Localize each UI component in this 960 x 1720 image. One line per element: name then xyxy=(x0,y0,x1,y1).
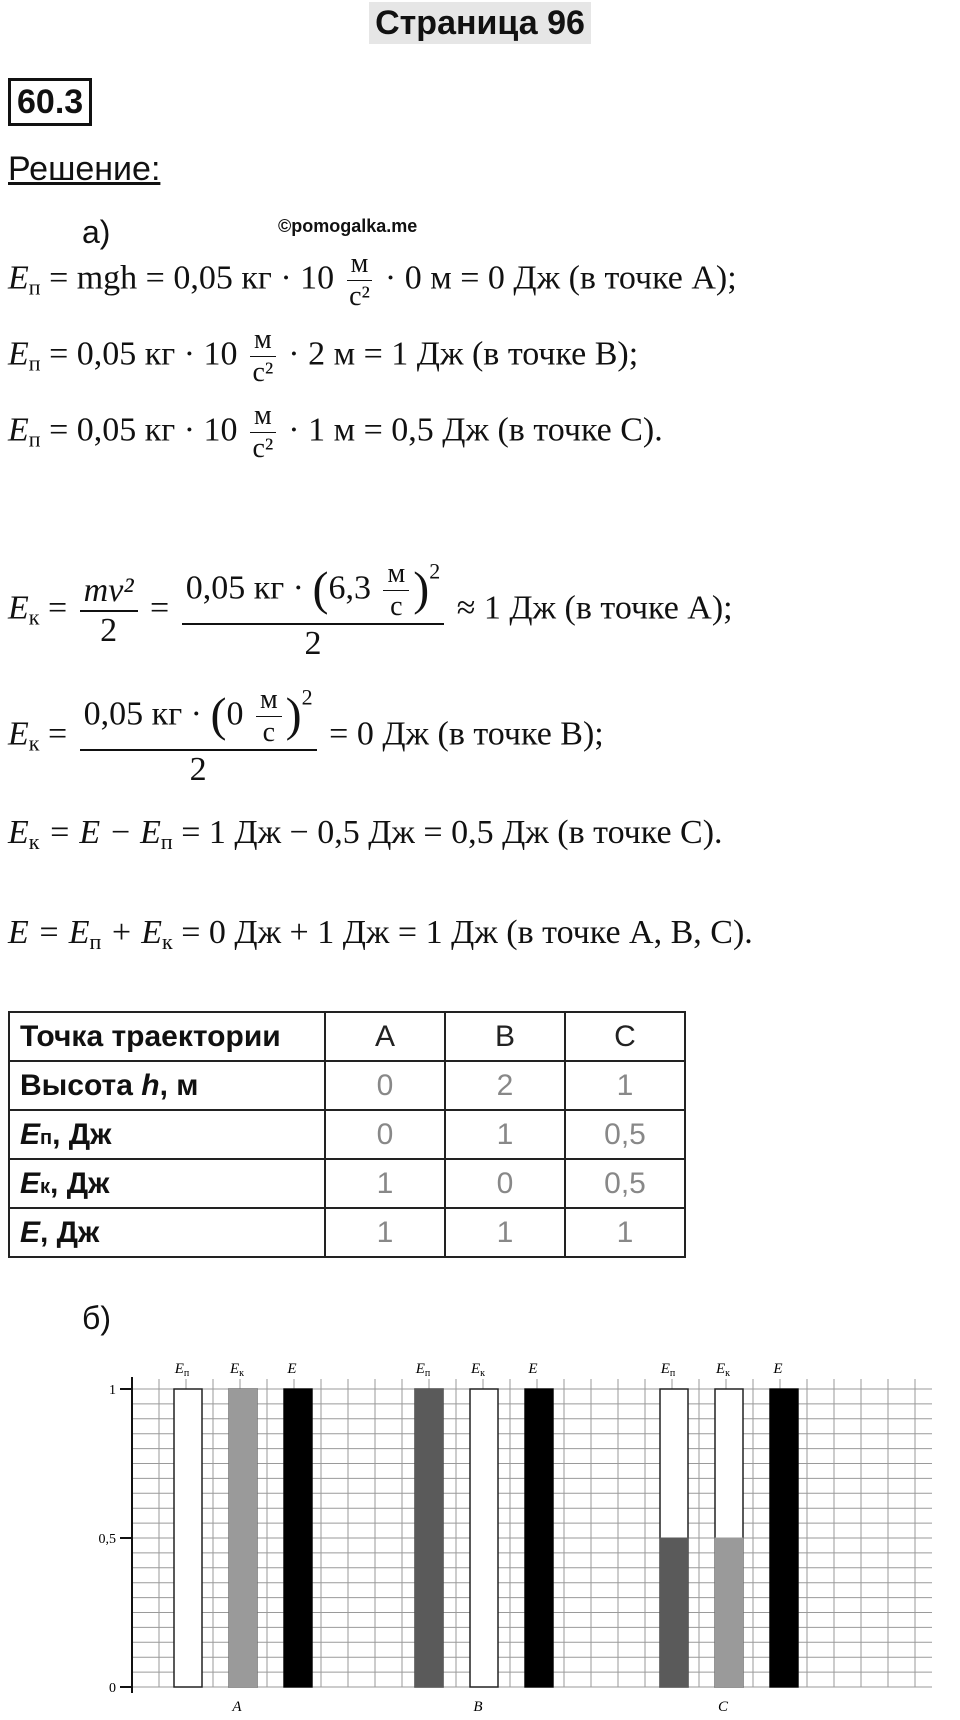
table-row xyxy=(9,1110,685,1159)
eq-tail: · 1 м = 0,5 Дж (в точке C). xyxy=(288,411,663,449)
eq-equals: = xyxy=(150,589,170,627)
table-header-cell: A xyxy=(325,1012,445,1061)
table-row xyxy=(9,1208,685,1257)
energy-bar-chart xyxy=(80,1344,940,1714)
bar xyxy=(715,1538,743,1687)
unit-den: с² xyxy=(349,281,370,312)
eq-subscript: п xyxy=(89,929,102,954)
frac-num-left: 0,05 кг · xyxy=(185,569,304,607)
eq-tail: = 0 Дж (в точке B); xyxy=(329,715,604,753)
table-cell: 0,5 xyxy=(565,1159,685,1208)
page-title-text: Страница 96 xyxy=(369,2,591,44)
bar xyxy=(229,1389,257,1687)
unit-num: м xyxy=(347,250,373,281)
equation-ek-a xyxy=(8,560,733,661)
category-label: C xyxy=(717,1699,729,1714)
row-label xyxy=(9,1208,325,1257)
eq-symbol: E xyxy=(8,814,29,851)
unit-den: с² xyxy=(252,357,274,388)
watermark: ©pomogalka.me xyxy=(278,216,418,236)
numeric-fraction xyxy=(80,686,317,787)
series-label: $E_п$ xyxy=(415,1361,431,1379)
row-label xyxy=(9,1061,325,1110)
frac-num xyxy=(80,686,317,751)
category-label: A xyxy=(232,1699,242,1714)
eq-subscript: к xyxy=(28,730,40,756)
unit-fraction xyxy=(347,250,373,311)
bar-outline xyxy=(174,1389,202,1687)
numeric-fraction xyxy=(182,560,444,661)
bar xyxy=(525,1389,553,1687)
category-label: B xyxy=(473,1699,483,1714)
table-header-cell: C xyxy=(565,1012,685,1061)
eq-body: = mgh = 0,05 кг · 10 xyxy=(49,259,335,297)
table-cell: 1 xyxy=(445,1208,565,1257)
table-cell: 1 xyxy=(565,1208,685,1257)
eq-tail: ≈ 1 Дж (в точке A); xyxy=(456,589,733,627)
table-cell: 1 xyxy=(565,1061,685,1110)
unit-den: с xyxy=(390,591,403,622)
part-a-label: а) xyxy=(82,214,111,250)
part-b-label: б) xyxy=(82,1300,111,1336)
row-label xyxy=(9,1110,325,1159)
eq-tail: = 0 Дж + 1 Дж = 1 Дж (в точке A, B, C). xyxy=(181,914,753,951)
eq-subscript: п xyxy=(28,426,41,452)
table-cell: 0 xyxy=(325,1061,445,1110)
series-label: $E_п$ xyxy=(174,1361,190,1379)
table-cell: 1 xyxy=(445,1110,565,1159)
series-label: $E_к$ xyxy=(470,1361,486,1379)
paren-open: ( xyxy=(210,688,227,742)
series-label: $E_к$ xyxy=(715,1361,731,1379)
unit-den: с xyxy=(262,717,276,748)
table-cell: 0 xyxy=(445,1159,565,1208)
frac-den: 2 xyxy=(100,611,118,649)
row-label-subscript: п xyxy=(40,1126,53,1149)
series-label: E xyxy=(773,1361,783,1377)
table-header-cell: Точка траектории xyxy=(9,1012,325,1061)
eq-subscript: к xyxy=(162,929,173,954)
eq-symbol: E xyxy=(8,259,29,297)
task-number: 60.3 xyxy=(8,78,92,126)
unit-num: м xyxy=(383,560,409,591)
unit-fraction xyxy=(256,686,282,747)
row-label-symbol: E xyxy=(20,1215,41,1249)
solution-label: Решение: xyxy=(8,150,161,188)
series-label: $E_к$ xyxy=(229,1361,245,1379)
eq-subscript: п xyxy=(160,829,173,854)
equation-ep-b xyxy=(8,326,638,387)
y-tick-label: 1 xyxy=(109,1383,116,1398)
frac-num xyxy=(182,560,444,625)
table-cell: 1 xyxy=(325,1159,445,1208)
eq-symbol: E xyxy=(8,715,29,753)
equation-ek-c xyxy=(8,816,723,853)
equation-e-total xyxy=(8,916,753,953)
frac-num xyxy=(80,571,138,612)
velocity-value: 0 xyxy=(226,695,244,733)
page-title xyxy=(0,4,960,43)
unit-num: м xyxy=(256,686,282,717)
bar xyxy=(660,1538,688,1687)
table-cell: 0,5 xyxy=(565,1110,685,1159)
row-label-main: Высота xyxy=(20,1068,142,1102)
eq-body: = E xyxy=(37,914,90,951)
eq-equals: = xyxy=(47,589,68,627)
table-cell: 2 xyxy=(445,1061,565,1110)
row-label-rest: , Дж xyxy=(52,1117,112,1151)
bar xyxy=(284,1389,312,1687)
unit-num: м xyxy=(250,326,276,357)
eq-body: + E xyxy=(109,914,162,951)
eq-symbol: E xyxy=(8,914,29,951)
paren-open: ( xyxy=(312,562,329,616)
eq-body: = E − E xyxy=(47,814,161,851)
unit-fraction xyxy=(383,560,409,621)
series-label: $E_п$ xyxy=(660,1361,676,1379)
eq-symbol: E xyxy=(8,589,29,627)
table-row xyxy=(9,1061,685,1110)
exponent: 2 xyxy=(301,684,313,710)
frac-den: 2 xyxy=(304,625,322,662)
row-label-symbol: E xyxy=(20,1117,41,1151)
eq-subscript: п xyxy=(28,350,41,376)
paren-close: ) xyxy=(285,688,302,742)
table-header-row xyxy=(9,1012,685,1061)
eq-tail: = 1 Дж − 0,5 Дж = 0,5 Дж (в точке C). xyxy=(181,814,723,851)
eq-equals: = xyxy=(47,715,68,753)
unit-num: м xyxy=(250,402,276,433)
bar-outline xyxy=(470,1389,498,1687)
eq-subscript: п xyxy=(28,274,41,300)
paren-close: ) xyxy=(413,562,430,616)
bar xyxy=(770,1389,798,1687)
eq-subscript: к xyxy=(28,829,40,854)
row-label-subscript: к xyxy=(40,1175,51,1198)
table-cell: 0 xyxy=(325,1110,445,1159)
eq-body: = 0,05 кг · 10 xyxy=(49,411,238,449)
unit-den: с² xyxy=(252,433,274,464)
bar xyxy=(415,1389,443,1687)
frac-den: 2 xyxy=(189,751,207,788)
row-label-symbol: E xyxy=(20,1166,41,1200)
results-table xyxy=(8,1011,686,1258)
table-row xyxy=(9,1159,685,1208)
row-label xyxy=(9,1159,325,1208)
table-cell: 1 xyxy=(325,1208,445,1257)
series-label: E xyxy=(287,1361,297,1377)
eq-tail: · 0 м = 0 Дж (в точке A); xyxy=(384,259,737,297)
y-tick-label: 0,5 xyxy=(98,1532,116,1547)
eq-tail: · 2 м = 1 Дж (в точке B); xyxy=(288,335,639,373)
eq-symbol: E xyxy=(8,411,29,449)
row-label-rest: , Дж xyxy=(50,1166,110,1200)
frac-num-text: mv² xyxy=(83,571,134,609)
eq-subscript: к xyxy=(28,604,40,630)
table-header-cell: B xyxy=(445,1012,565,1061)
unit-fraction xyxy=(250,402,276,463)
row-label-rest: , м xyxy=(159,1068,199,1102)
eq-body: = 0,05 кг · 10 xyxy=(49,335,238,373)
row-label-rest: , Дж xyxy=(40,1215,100,1249)
exponent: 2 xyxy=(429,558,441,584)
y-tick-label: 0 xyxy=(109,1681,116,1696)
eq-symbol: E xyxy=(8,335,29,373)
equation-ek-b xyxy=(8,686,604,787)
kinetic-fraction xyxy=(80,571,138,649)
equation-ep-c xyxy=(8,402,663,463)
row-label-symbol: h xyxy=(141,1068,160,1102)
frac-num-left: 0,05 кг · xyxy=(83,695,202,733)
equation-ep-a xyxy=(8,250,737,311)
unit-fraction xyxy=(250,326,276,387)
series-label: E xyxy=(528,1361,538,1377)
velocity-value: 6,3 xyxy=(328,569,371,607)
